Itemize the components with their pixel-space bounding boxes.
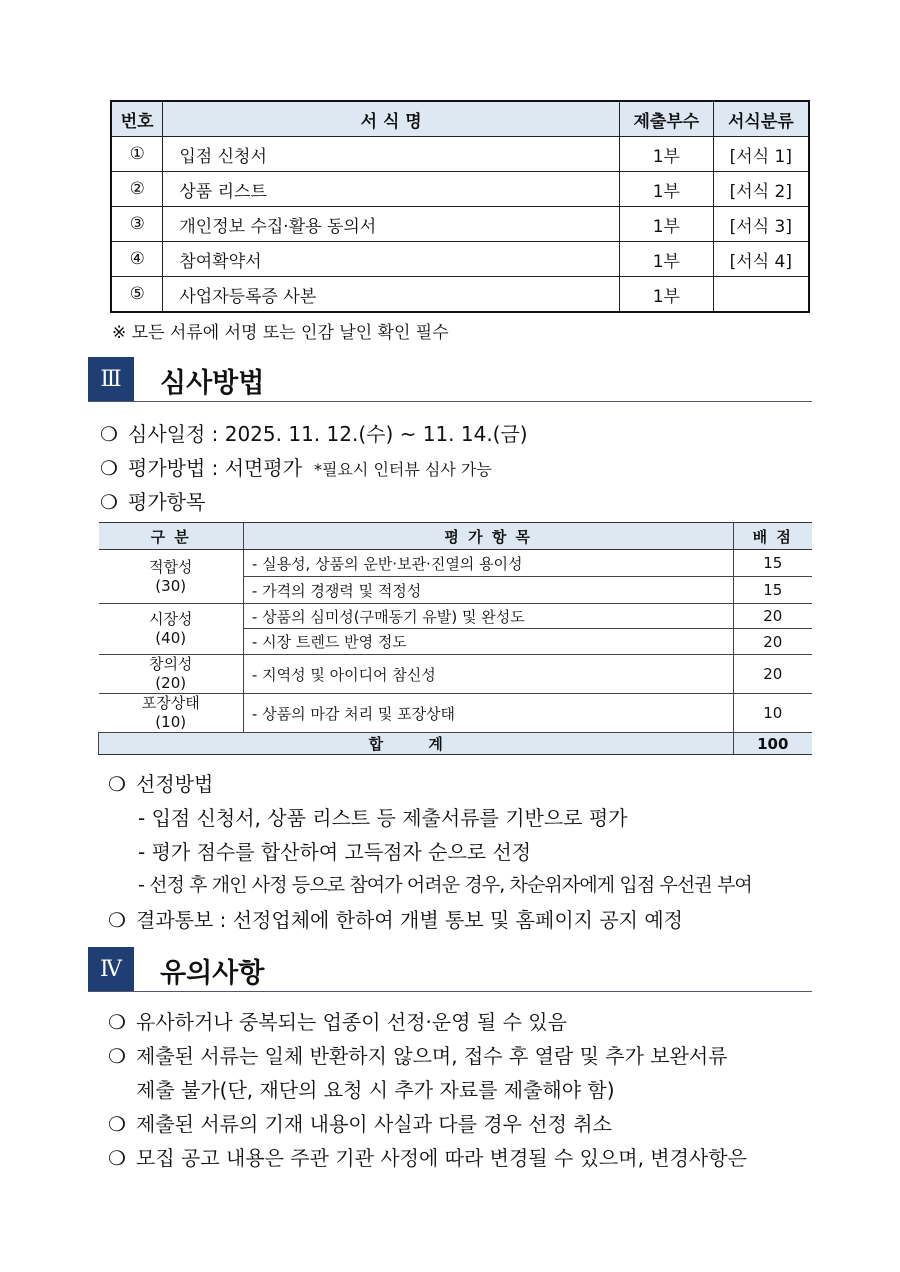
category-name: 시장성 bbox=[148, 610, 193, 628]
bullet-circle-icon: ❍ bbox=[108, 1146, 126, 1170]
signature-note: ※ 모든 서류에 서명 또는 인감 날인 확인 필수 bbox=[112, 323, 449, 343]
total-score: 100 bbox=[733, 733, 812, 755]
criteria-score: 10 bbox=[733, 694, 812, 733]
notice-text-continued: 제출 불가(단, 재단의 요청 시 추가 자료를 제출해야 함) bbox=[136, 1078, 615, 1102]
method-text: 평가방법 : 서면평가 bbox=[128, 456, 303, 480]
table-row bbox=[99, 550, 813, 577]
selection-item: - 입점 신청서, 상품 리스트 등 제출서류를 기반으로 평가 bbox=[138, 806, 628, 830]
row-number: ④ bbox=[111, 242, 163, 277]
form-name: 사업자등록증 사본 bbox=[163, 277, 620, 313]
form-type: [서식 3] bbox=[713, 207, 809, 242]
bullet-circle-icon: ❍ bbox=[108, 1044, 126, 1068]
section-header-4 bbox=[88, 947, 812, 992]
items-label-line bbox=[100, 486, 205, 515]
selection-label-line bbox=[108, 768, 213, 797]
col-header-category: 구 분 bbox=[99, 523, 244, 550]
col-header-form-name: 서 식 명 bbox=[163, 101, 620, 137]
criteria-text: - 상품의 마감 처리 및 포장상태 bbox=[243, 694, 733, 733]
table-row bbox=[111, 172, 809, 207]
copy-count: 1부 bbox=[619, 172, 713, 207]
table-row bbox=[99, 694, 813, 733]
row-number: ③ bbox=[111, 207, 163, 242]
category-points: (10) bbox=[155, 713, 187, 731]
total-row bbox=[99, 733, 813, 755]
section-title: 유의사항 bbox=[160, 958, 265, 989]
category-name: 창의성 bbox=[148, 655, 193, 673]
category-cell bbox=[99, 604, 244, 655]
section-title: 심사방법 bbox=[160, 368, 265, 399]
col-header-count: 제출부수 bbox=[619, 101, 713, 137]
submission-table bbox=[110, 100, 810, 313]
copy-count: 1부 bbox=[619, 242, 713, 277]
bullet-circle-icon: ❍ bbox=[100, 422, 118, 446]
criteria-text: - 시장 트렌드 반영 정도 bbox=[243, 629, 733, 655]
copy-count: 1부 bbox=[619, 207, 713, 242]
form-type bbox=[713, 277, 809, 313]
form-name: 개인정보 수집·활용 동의서 bbox=[163, 207, 620, 242]
row-number: ⑤ bbox=[111, 277, 163, 313]
selection-item: - 선정 후 개인 사정 등으로 참여가 어려운 경우, 차순위자에게 입점 우선권 부여 bbox=[138, 874, 752, 896]
category-cell bbox=[99, 550, 244, 604]
criteria-score: 20 bbox=[733, 655, 812, 694]
form-type: [서식 4] bbox=[713, 242, 809, 277]
evaluation-table bbox=[98, 522, 812, 755]
form-name: 상품 리스트 bbox=[163, 172, 620, 207]
category-cell bbox=[99, 655, 244, 694]
items-label: 평가항목 bbox=[128, 490, 206, 514]
notice-text: 제출된 서류는 일체 반환하지 않으며, 접수 후 열람 및 추가 보완서류 bbox=[136, 1044, 728, 1068]
notice-text: 제출된 서류의 기재 내용이 사실과 다를 경우 선정 취소 bbox=[136, 1112, 612, 1136]
bullet-circle-icon: ❍ bbox=[108, 1112, 126, 1136]
section-number: Ⅳ bbox=[88, 947, 134, 991]
form-type: [서식 1] bbox=[713, 137, 809, 172]
bullet-circle-icon: ❍ bbox=[108, 908, 126, 932]
section-number: Ⅲ bbox=[88, 357, 134, 401]
notice-item bbox=[108, 1142, 747, 1171]
criteria-text: - 실용성, 상품의 운반·보관·진열의 용이성 bbox=[243, 550, 733, 577]
result-line bbox=[108, 904, 683, 933]
table-row bbox=[111, 242, 809, 277]
col-header-criteria: 평 가 항 목 bbox=[243, 523, 733, 550]
form-name: 참여확약서 bbox=[163, 242, 620, 277]
notice-text: 모집 공고 내용은 주관 기관 사정에 따라 변경될 수 있으며, 변경사항은 bbox=[136, 1146, 747, 1170]
criteria-score: 20 bbox=[733, 629, 812, 655]
notice-text: 유사하거나 중복되는 업종이 선정·운영 될 수 있음 bbox=[136, 1010, 567, 1034]
table-row bbox=[111, 207, 809, 242]
col-header-score: 배 점 bbox=[733, 523, 812, 550]
criteria-score: 15 bbox=[733, 550, 812, 577]
bullet-circle-icon: ❍ bbox=[108, 772, 126, 796]
col-header-no: 번호 bbox=[111, 101, 163, 137]
form-type: [서식 2] bbox=[713, 172, 809, 207]
category-points: (30) bbox=[155, 576, 187, 595]
bullet-circle-icon: ❍ bbox=[100, 456, 118, 480]
table-row bbox=[111, 277, 809, 313]
method-line bbox=[100, 452, 492, 481]
table-row bbox=[99, 655, 813, 694]
notice-item bbox=[108, 1040, 728, 1069]
category-points: (40) bbox=[155, 629, 187, 647]
schedule-line bbox=[100, 418, 528, 447]
result-text: 결과통보 : 선정업체에 한하여 개별 통보 및 홈페이지 공지 예정 bbox=[136, 908, 683, 932]
selection-label: 선정방법 bbox=[136, 772, 214, 796]
row-number: ② bbox=[111, 172, 163, 207]
criteria-text: - 가격의 경쟁력 및 적정성 bbox=[243, 577, 733, 604]
total-label: 합 계 bbox=[99, 733, 734, 755]
row-number: ① bbox=[111, 137, 163, 172]
criteria-score: 20 bbox=[733, 604, 812, 629]
criteria-score: 15 bbox=[733, 577, 812, 604]
category-points: (20) bbox=[155, 674, 187, 692]
table-row bbox=[111, 137, 809, 172]
bullet-circle-icon: ❍ bbox=[100, 490, 118, 514]
criteria-text: - 지역성 및 아이디어 참신성 bbox=[243, 655, 733, 694]
selection-item: - 평가 점수를 합산하여 고득점자 순으로 선정 bbox=[138, 840, 532, 864]
copy-count: 1부 bbox=[619, 277, 713, 313]
category-name: 포장상태 bbox=[141, 694, 200, 712]
category-name: 적합성 bbox=[148, 557, 193, 576]
criteria-text: - 상품의 심미성(구매동기 유발) 및 완성도 bbox=[243, 604, 733, 629]
bullet-circle-icon: ❍ bbox=[108, 1010, 126, 1034]
section-header-3 bbox=[88, 357, 812, 402]
col-header-form-type: 서식분류 bbox=[713, 101, 809, 137]
form-name: 입점 신청서 bbox=[163, 137, 620, 172]
table-row bbox=[99, 604, 813, 629]
copy-count: 1부 bbox=[619, 137, 713, 172]
method-note: *필요시 인터뷰 심사 가능 bbox=[314, 460, 492, 479]
category-cell bbox=[99, 694, 244, 733]
notice-item bbox=[108, 1006, 567, 1035]
notice-item bbox=[108, 1108, 612, 1137]
schedule-text: 심사일정 : 2025. 11. 12.(수) ~ 11. 14.(금) bbox=[128, 422, 528, 446]
